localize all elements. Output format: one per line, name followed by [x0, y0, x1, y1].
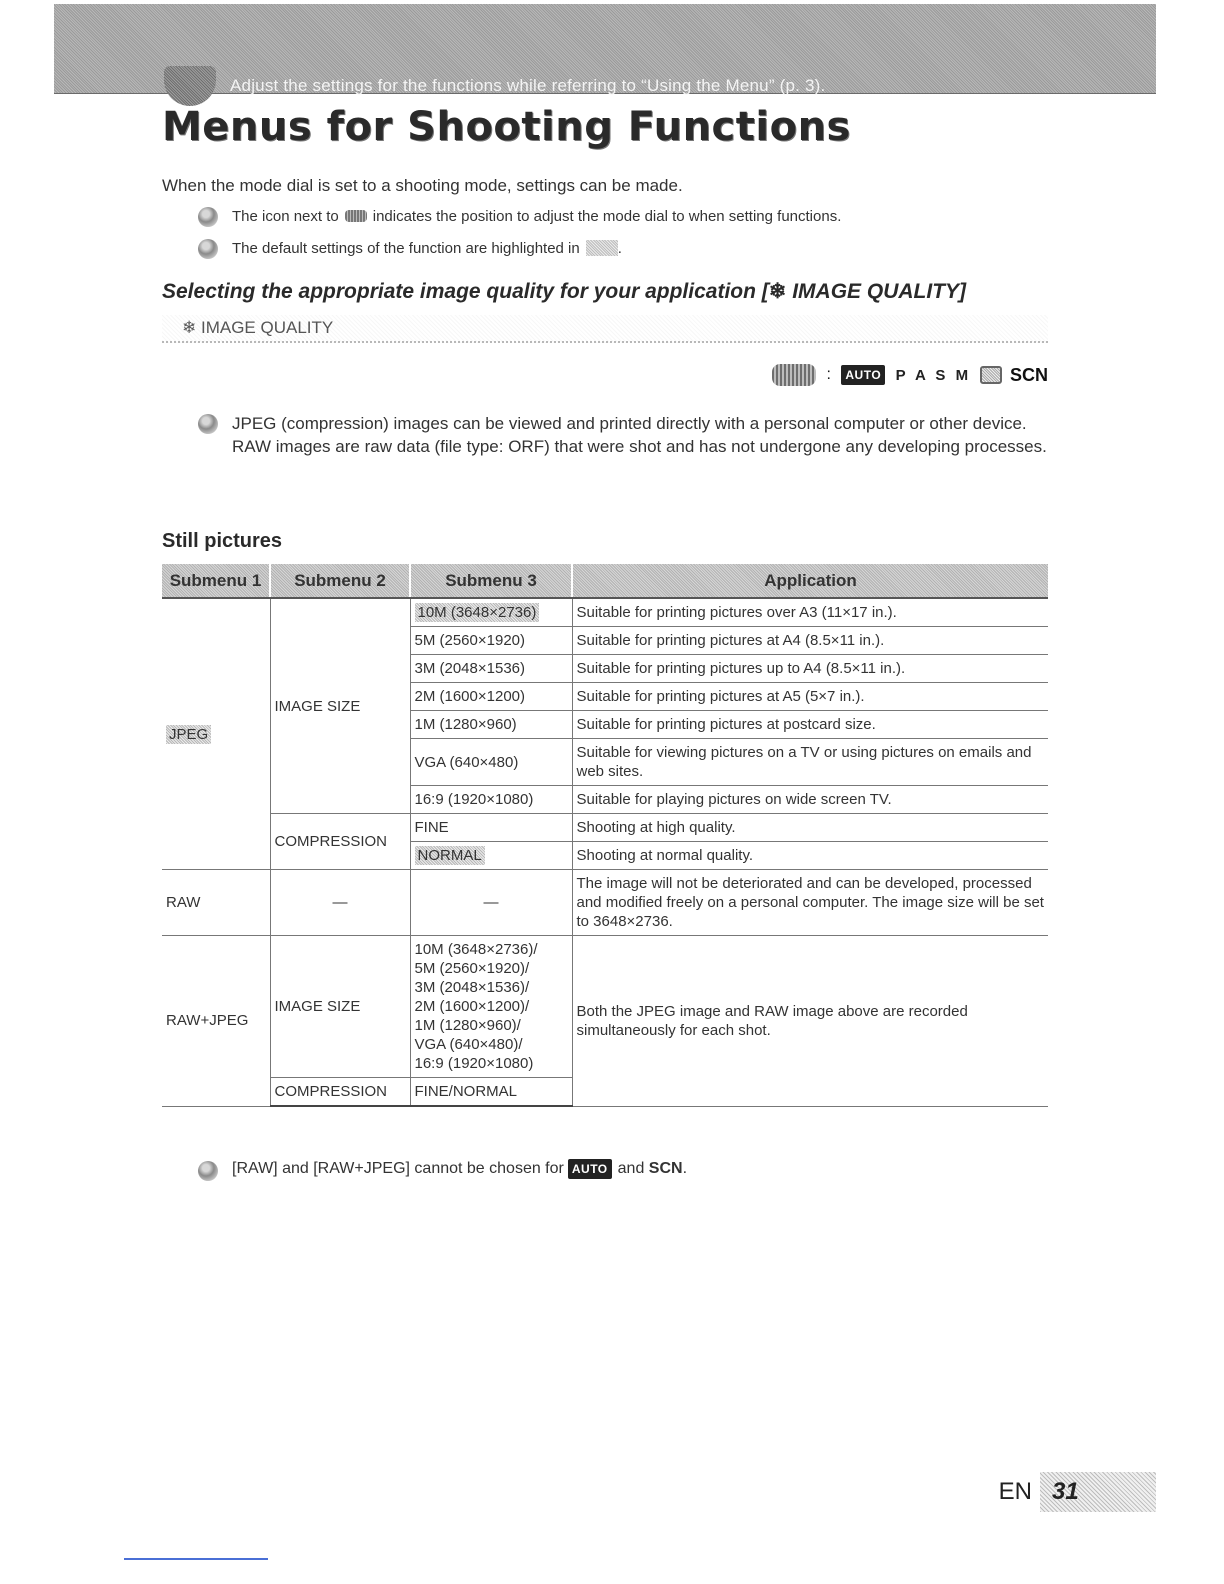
menu-path-row [162, 315, 1048, 343]
raw-application: The image will not be deteriorated and can be developed, processed and modified freely on a personal computer. The image size will be set to 3648×2736. [572, 870, 1048, 936]
size-value: 16:9 (1920×1080) [410, 786, 572, 814]
submenu2-image-size: IMAGE SIZE [270, 598, 410, 814]
intro-text: When the mode dial is set to a shooting mode, settings can be made. [162, 176, 683, 195]
page-number [999, 1472, 1156, 1512]
table-row [162, 598, 1048, 627]
note-icon [198, 1161, 218, 1181]
footer-rule [124, 1558, 268, 1560]
size-application: Suitable for printing pictures over A3 (11×17 in.). [572, 598, 1048, 627]
mode-separator: : [826, 366, 831, 383]
size-option: VGA (640×480)/ [414, 1036, 523, 1053]
submenu1-jpeg: JPEG [162, 598, 270, 870]
note-icon [198, 414, 218, 434]
size-value: 2M (1600×1200) [410, 683, 572, 711]
submenu2-compression: COMPRESSION [270, 814, 410, 870]
note-icon [198, 207, 218, 227]
size-option: 16:9 (1920×1080) [414, 1055, 534, 1072]
banner-text: Adjust the settings for the functions while referring to “Using the Menu” (p. 3). [230, 76, 826, 95]
submenu1-raw: RAW [162, 870, 270, 936]
auto-mode-badge: AUTO [841, 365, 885, 385]
size-value: 5M (2560×1920) [410, 627, 572, 655]
col-header: Submenu 1 [162, 564, 270, 598]
size-option: 2M (1600×1200)/ [414, 998, 530, 1015]
note-mode-dial [198, 208, 841, 225]
note-text: The default settings of the function are highlighted in [232, 240, 580, 257]
raw-jpeg-application: Both the JPEG image and RAW image above are recorded simultaneously for each shot. [572, 936, 1048, 1107]
col-header: Submenu 3 [410, 564, 572, 598]
image-quality-icon: ❄ [768, 280, 787, 303]
highlight-swatch [586, 240, 618, 256]
raw-jpeg-sizes [410, 936, 572, 1078]
raw-submenu2: — [270, 870, 410, 936]
info-jpeg: JPEG (compression) images can be viewed and printed directly with a personal computer or other device. [232, 414, 1027, 433]
raw-jpeg-image-size: IMAGE SIZE [270, 936, 410, 1078]
auto-mode-badge: AUTO [568, 1159, 612, 1179]
note-text: The icon next to [232, 208, 339, 225]
mode-letters: P A S M [895, 366, 972, 384]
size-application: Suitable for playing pictures on wide screen TV. [572, 786, 1048, 814]
note-text: . [617, 240, 622, 257]
header-banner [54, 4, 1156, 94]
raw-submenu3: — [410, 870, 572, 936]
size-value: 1M (1280×960) [410, 711, 572, 739]
col-header: Application [572, 564, 1048, 598]
mode-dial-icon [345, 210, 367, 222]
table-row [162, 870, 1048, 936]
bottom-note: [RAW] and [RAW+JPEG] cannot be chosen for AUTO and SCN. [198, 1160, 687, 1178]
mode-dial-icon [772, 364, 816, 386]
info-raw: RAW images are raw data (file type: ORF) that were shot and has not undergone any developing processes. [232, 437, 1047, 456]
book-icon [164, 66, 216, 106]
size-option: 1M (1280×960)/ [414, 1017, 521, 1034]
col-header: Submenu 2 [270, 564, 410, 598]
compression-application: Shooting at normal quality. [572, 842, 1048, 870]
size-application: Suitable for printing pictures at A5 (5×7 in.). [572, 683, 1048, 711]
section-title: Selecting the appropriate image quality for your application [❄ IMAGE QUALITY] [162, 280, 967, 303]
raw-jpeg-compression: COMPRESSION [270, 1078, 410, 1107]
size-value: 3M (2048×1536) [410, 655, 572, 683]
size-option: 5M (2560×1920)/ [414, 960, 530, 977]
compression-application: Shooting at high quality. [572, 814, 1048, 842]
info-note [198, 412, 1048, 458]
size-option: 3M (2048×1536)/ [414, 979, 530, 996]
page-title: Menus for Shooting Functions [162, 104, 851, 150]
scene-mode-label: SCN [1009, 364, 1048, 385]
size-application: Suitable for printing pictures at A4 (8.5×11 in.). [572, 627, 1048, 655]
scene-mode-label: SCN [648, 1160, 683, 1177]
compression-value: FINE [410, 814, 572, 842]
page-language: EN [998, 1478, 1032, 1505]
compression-value: NORMAL [410, 842, 572, 870]
note-default-settings [198, 240, 622, 257]
table-header-row [162, 564, 1048, 598]
submenu1-raw-jpeg: RAW+JPEG [162, 936, 270, 1107]
note-text: indicates the position to adjust the mode dial to when setting functions. [372, 208, 842, 225]
shooting-modes [772, 364, 1048, 388]
raw-jpeg-compression-value: FINE/NORMAL [410, 1078, 572, 1107]
size-application: Suitable for printing pictures at postcard size. [572, 711, 1048, 739]
still-pictures-heading: Still pictures [162, 530, 283, 552]
note-icon [198, 239, 218, 259]
table-row [162, 936, 1048, 1078]
table-row [162, 814, 1048, 842]
size-option: 10M (3648×2736)/ [414, 941, 538, 958]
size-value: 10M (3648×2736) [410, 598, 572, 627]
size-application: Suitable for printing pictures up to A4 (8.5×11 in.). [572, 655, 1048, 683]
menu-path: ❄ IMAGE QUALITY [182, 318, 334, 337]
page-number-box: 31 [1040, 1472, 1156, 1512]
size-value: VGA (640×480) [410, 739, 572, 786]
size-application: Suitable for viewing pictures on a TV or using pictures on emails and web sites. [572, 739, 1048, 786]
movie-mode-icon [980, 366, 1002, 384]
image-quality-table [162, 564, 1048, 1107]
